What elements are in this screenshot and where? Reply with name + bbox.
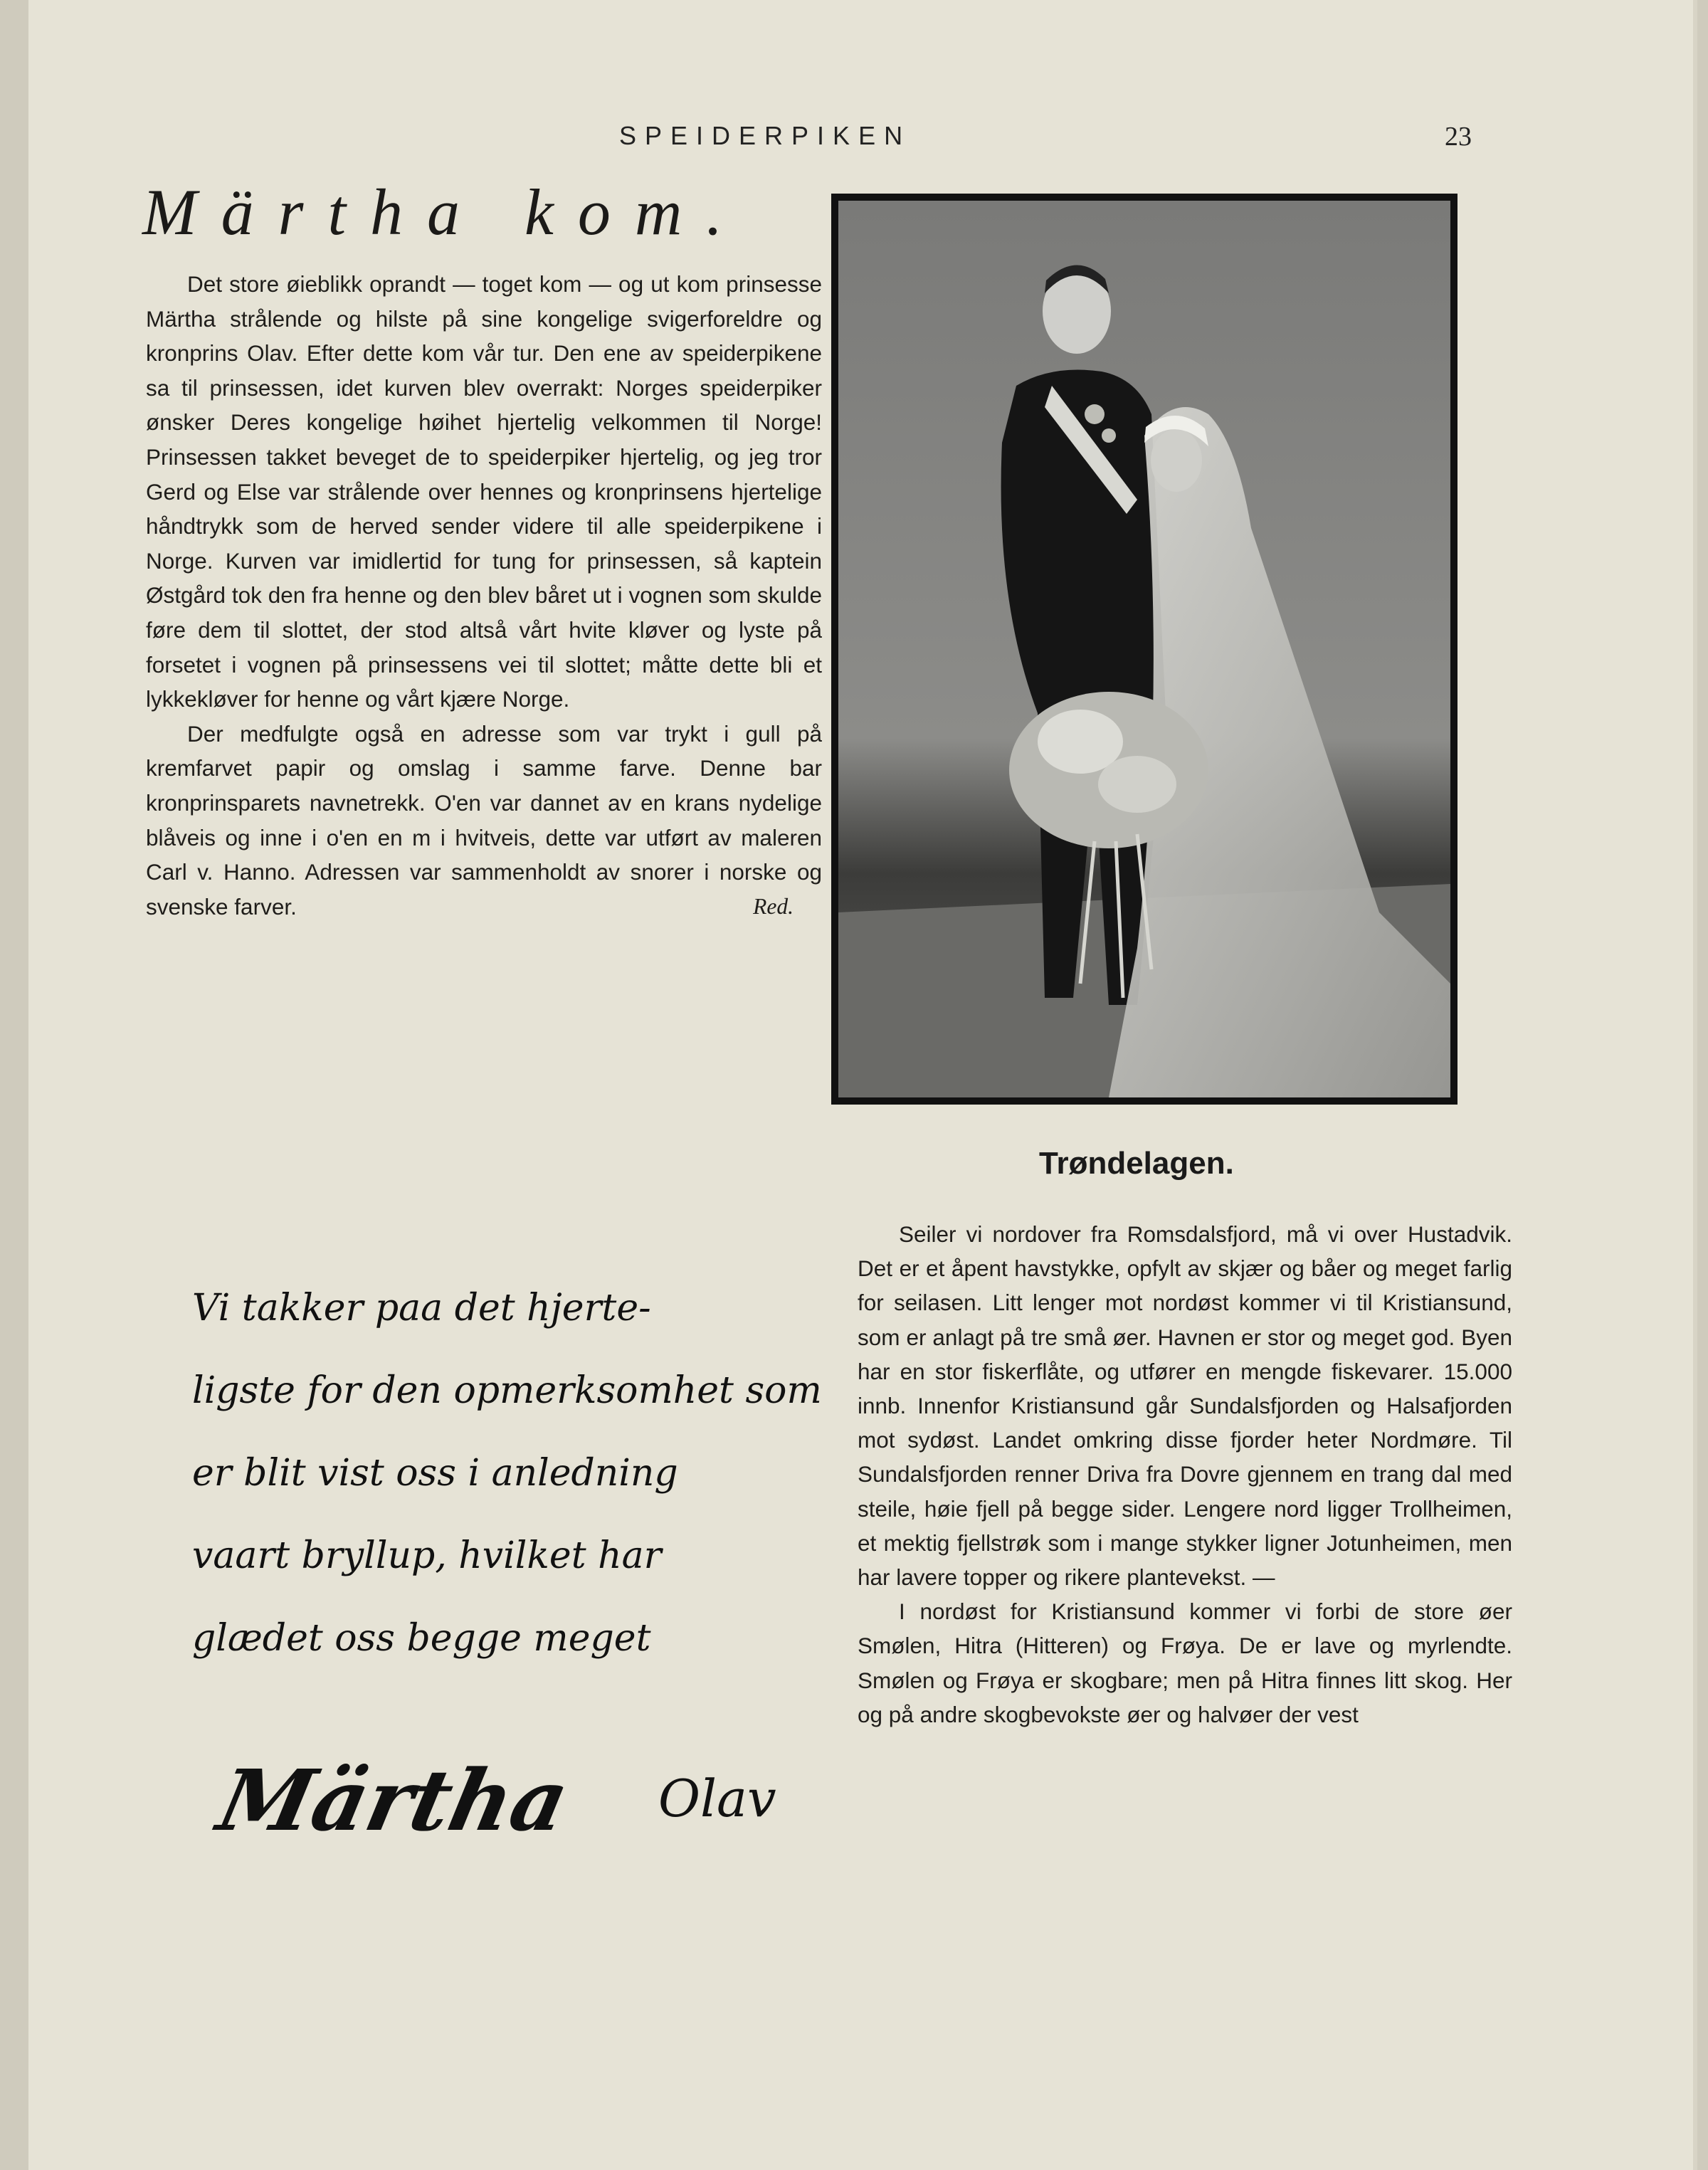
paragraph: Seiler vi nordover fra Romsdalsfjord, må vi over Hustadvik. Det er et åpent havstykke, opfylt av skjær og båer og meget farlig for seilasen. Litt lenger mot nordøst kommer vi til Kristiansund, som er anlagt på tre små øer. Havnen er stor og meget god. Byen har en stor fiskerflåte, og utfører en mengde fiskevarer. 15.000 innb. Innenfor Kristiansund går Sundalsfjorden og Halsafjorden mot sydøst. Landet omkring disse fjorder heter Nordmøre. Til Sundalsfjorden renner Driva fra Dovre gjennem en trang dal med steile, høie fjell på begge sider. Lengere nord ligger Trollheimen, et mektig fjellstrøk som i mange stykker ligner Jotunheimen, men har lavere topper og rikere plantevekst. — xyxy=(858,1221,1512,1591)
paragraph-text: Der medfulgte også en adresse som var trykt i gull på kremfarvet papir og omslag i samme farve. Denne bar kronprinsparets navnetrekk. O'en var dannet av en krans nydelige blåveis og inne i o'en en m i hvitveis, dette var utført av maleren Carl v. Hanno. Adressen var sammenholdt av snorer i norske og svenske farver. xyxy=(146,720,822,920)
wedding-photo-image xyxy=(838,201,1450,1097)
handwritten-line: er blit vist oss i anledning xyxy=(192,1452,678,1495)
article-body-right xyxy=(858,1217,1512,1732)
editor-signoff: Red. xyxy=(753,893,794,919)
handwritten-line: vaart bryllup, hvilket har xyxy=(192,1534,662,1577)
paragraph: Det store øieblikk oprandt — toget kom — og ut kom prinsesse Märtha strålende og hilste på sine kongelige svigerforeldre og kronprins Olav. Efter dette kom vår tur. Den ene av speiderpikene sa til prinsessen, idet kurven blev overrakt: Norges speiderpiker ønsker Deres kongelige høihet hjertelig velkommen til Norge! Prinsessen takket beveget de to speiderpiker hjertelig, og jeg tror Gerd og Else var strålende over hennes og kronprinsens hjertelige håndtrykk som de herved sender videre til alle speiderpikene i Norge. Kurven var imidlertid for tung for prinsessen, så kaptein Østgård tok den fra henne og den blev båret ut i vognen som skulde føre dem til slottet, der stod altså vårt hvite kløver og lyste på forsetet i vognen på prinsessens vei til slottet; måtte dette bli et lykkekløver for henne og vårt kjære Norge. xyxy=(146,271,822,712)
page-number: 23 xyxy=(1445,122,1472,152)
article-body-left xyxy=(146,267,822,924)
handwritten-line: Vi takker paa det hjerte- xyxy=(192,1287,651,1329)
paragraph: I nordøst for Kristiansund kommer vi forbi de store øer Smølen, Hitra (Hitteren) og Frøya. De er lave og myrlendte. Smølen og Frøya er skogbare; men på Hitra finnes litt skog. Her og på andre skogbevokste øer og halvøer der vest xyxy=(858,1598,1512,1727)
handwritten-line: glædet oss begge meget xyxy=(192,1617,651,1660)
paragraph xyxy=(146,717,822,925)
handwritten-thank-you-note xyxy=(192,1267,833,1680)
handwritten-line: ligste for den opmerksomhet som xyxy=(192,1369,822,1412)
magazine-page xyxy=(28,0,1697,2170)
signature-martha: Märtha xyxy=(210,1751,577,1850)
signature-olav: Olav xyxy=(658,1769,776,1828)
wedding-photograph xyxy=(831,194,1457,1105)
running-title: SPEIDERPIKEN xyxy=(619,121,912,150)
article-title-martha: Märtha kom. xyxy=(142,176,747,248)
article-title-trondelagen: Trøndelagen. xyxy=(1039,1146,1234,1181)
